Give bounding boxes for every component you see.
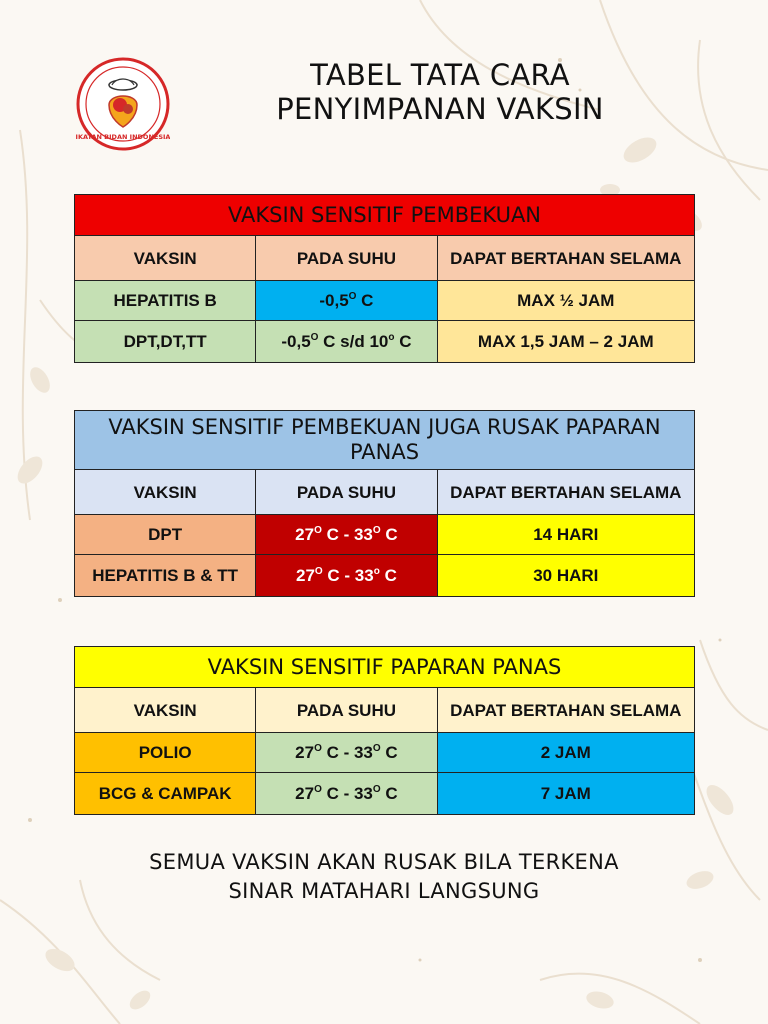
vaksin-cell: DPT,DT,TT — [75, 321, 256, 363]
vaksin-cell: HEPATITIS B & TT — [75, 555, 256, 597]
title-line-1: TABEL TATA CARA — [310, 58, 570, 92]
suhu-cell: $27^O$ C - $33^O$ C — [256, 733, 437, 773]
column-header-vaksin: VAKSIN — [75, 470, 256, 515]
suhu-cell: $27^O$ C - $33^O$ C — [256, 515, 437, 555]
vaksin-cell: BCG & CAMPAK — [75, 773, 256, 815]
selama-cell: MAX 1,5 JAM – 2 JAM — [437, 321, 694, 363]
column-header-selama: DAPAT BERTAHAN SELAMA — [437, 688, 694, 733]
table-sensitif-pembekuan-dan-panas — [74, 410, 695, 597]
table-row — [75, 281, 695, 321]
column-header-selama: DAPAT BERTAHAN SELAMA — [437, 236, 694, 281]
column-header-suhu: PADA SUHU — [256, 470, 437, 515]
page-title — [230, 58, 650, 126]
table-title: VAKSIN SENSITIF PEMBEKUAN — [75, 195, 695, 236]
table-row — [75, 555, 695, 597]
vaksin-cell: DPT — [75, 515, 256, 555]
table-sensitif-paparan-panas — [74, 646, 695, 815]
column-header-suhu: PADA SUHU — [256, 688, 437, 733]
suhu-cell: $27^O$ C - 33$^o$ C — [256, 555, 437, 597]
table-title: VAKSIN SENSITIF PAPARAN PANAS — [75, 647, 695, 688]
column-header-selama: DAPAT BERTAHAN SELAMA — [437, 470, 694, 515]
selama-cell: 2 JAM — [437, 733, 694, 773]
table-row — [75, 773, 695, 815]
column-header-vaksin: VAKSIN — [75, 236, 256, 281]
title-line-2: PENYIMPANAN VAKSIN — [276, 92, 604, 126]
selama-cell: 30 HARI — [437, 555, 694, 597]
vaksin-cell: HEPATITIS B — [75, 281, 256, 321]
table-title: VAKSIN SENSITIF PEMBEKUAN JUGA RUSAK PAPARAN PANAS — [75, 411, 695, 470]
footer-line-2: SINAR MATAHARI LANGSUNG — [228, 879, 540, 903]
selama-cell: MAX ½ JAM — [437, 281, 694, 321]
suhu-cell: $27^O$ C - $33^O$ C — [256, 773, 437, 815]
table-sensitif-pembekuan — [74, 194, 695, 363]
table-row — [75, 515, 695, 555]
suhu-cell: $-0,5^O$ C s/d 10$^o$ C — [256, 321, 437, 363]
ikatan-bidan-indonesia-logo — [76, 57, 170, 151]
svg-text:IKATAN BIDAN INDONESIA: IKATAN BIDAN INDONESIA — [76, 133, 170, 141]
footer-line-1: SEMUA VAKSIN AKAN RUSAK BILA TERKENA — [149, 850, 619, 874]
selama-cell: 7 JAM — [437, 773, 694, 815]
footer-note — [80, 848, 688, 906]
table-row — [75, 321, 695, 363]
suhu-cell: $-0,5^O$ C — [256, 281, 437, 321]
column-header-suhu: PADA SUHU — [256, 236, 437, 281]
table-row — [75, 733, 695, 773]
vaksin-cell: POLIO — [75, 733, 256, 773]
selama-cell: 14 HARI — [437, 515, 694, 555]
column-header-vaksin: VAKSIN — [75, 688, 256, 733]
